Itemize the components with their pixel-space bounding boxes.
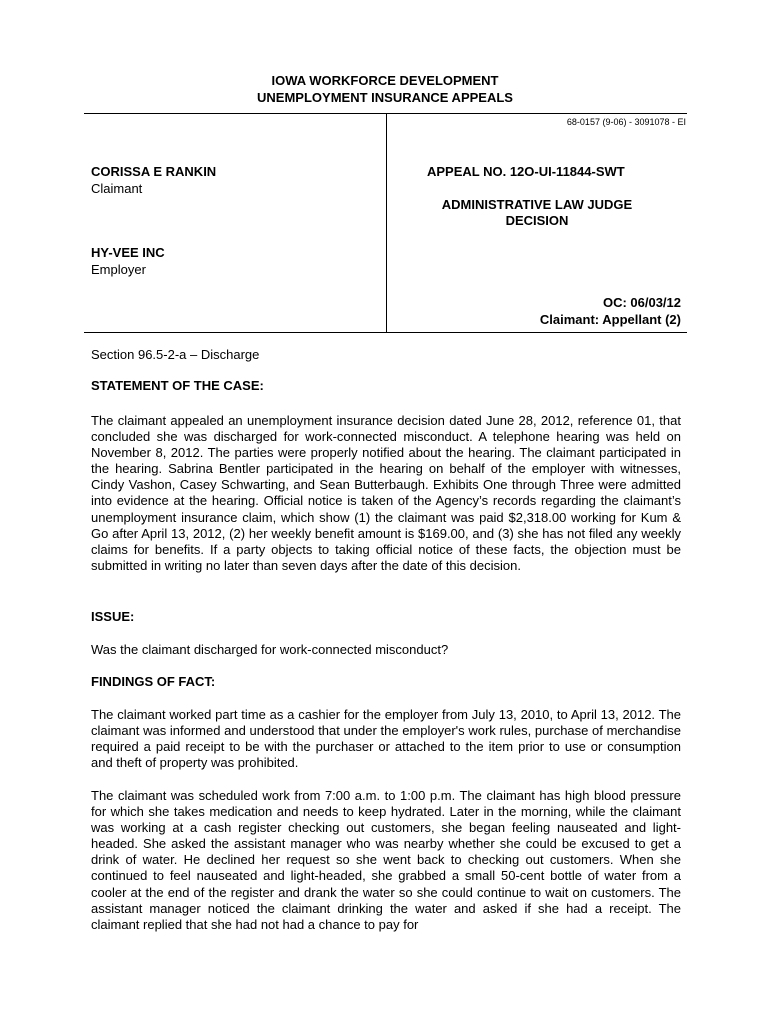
findings-heading: FINDINGS OF FACT: [91,674,216,689]
claimant-name: CORISSA E RANKIN [91,164,217,179]
decision-title-line2: DECISION [505,213,569,228]
original-claim-date: OC: 06/03/12 [602,295,681,310]
claimant-role: Claimant [91,181,143,196]
findings-paragraph-1: The claimant worked part time as a cashier for the employer from July 13, 2010, to April 13, 2012. The claimant was informed and understood that under the employer's work rules, purchase of merchandise required a paid receipt to be with the purchaser or attached to the item prior to use or consumption and theft of property was prohibited. [91,707,681,771]
statement-heading: STATEMENT OF THE CASE: [91,378,264,393]
decision-title-line1: ADMINISTRATIVE LAW JUDGE [441,197,633,212]
appellant-line: Claimant: Appellant (2) [539,312,681,327]
appeal-number: APPEAL NO. 12O-UI-11844-SWT [427,164,625,179]
issue-heading: ISSUE: [91,609,135,624]
issue-body: Was the claimant discharged for work-connected misconduct? [91,642,449,657]
caption-bottom-rule [84,332,687,333]
employer-role: Employer [91,262,146,277]
form-number: 68-0157 (9-06) - 3091078 - EI [566,117,686,127]
section-reference: Section 96.5-2-a – Discharge [91,347,260,362]
employer-name: HY-VEE INC [91,245,165,260]
agency-title: IOWA WORKFORCE DEVELOPMENT [271,73,499,88]
statement-body: The claimant appealed an unemployment insurance decision dated June 28, 2012, reference 01, that concluded she was discharged for work-connected misconduct. A telephone hearing was held on November 8, 2012. The parties were properly notified about the hearing. The claimant participated in the hearing. Sabrina Bentler participated in the hearing on behalf of the employer with witnesses, Cindy Vashon, Casey Schwarting, and Sean Butterbaugh. Exhibits One through Three were admitted into evidence at the hearing. Official notice is taken of the Agency’s records regarding the claimant’s unemployment insurance claim, which show (1) the claimant was paid $2,318.00 working for Kum & Go after April 13, 2012, (2) her weekly benefit amount is $169.00, and (3) she has not filed any weekly claims for benefits. If a party objects to taking official notice of these facts, the objection must be submitted in writing no later than seven days after the date of this decision. [91,413,681,573]
findings-paragraph-2: The claimant was scheduled work from 7:00 a.m. to 1:00 p.m. The claimant has high blood pressure for which she takes medication and needs to keep hydrated. Later in the morning, while the claimant was working at a cash register checking out customers, she began feeling nauseated and light-headed. She asked the assistant manager who was nearby whether she could be excused to get a drink of water. He declined her request so she went back to checking out customers. When she continued to feel nauseated and light-headed, she grabbed a small 50-cent bottle of water from a cooler at the end of the register and drank the water so she could continue to wait on customers. The assistant manager noticed the claimant drinking the water and asked if she had a receipt. The claimant replied that she had not had a chance to pay for [91,788,681,932]
division-title: UNEMPLOYMENT INSURANCE APPEALS [257,90,513,105]
